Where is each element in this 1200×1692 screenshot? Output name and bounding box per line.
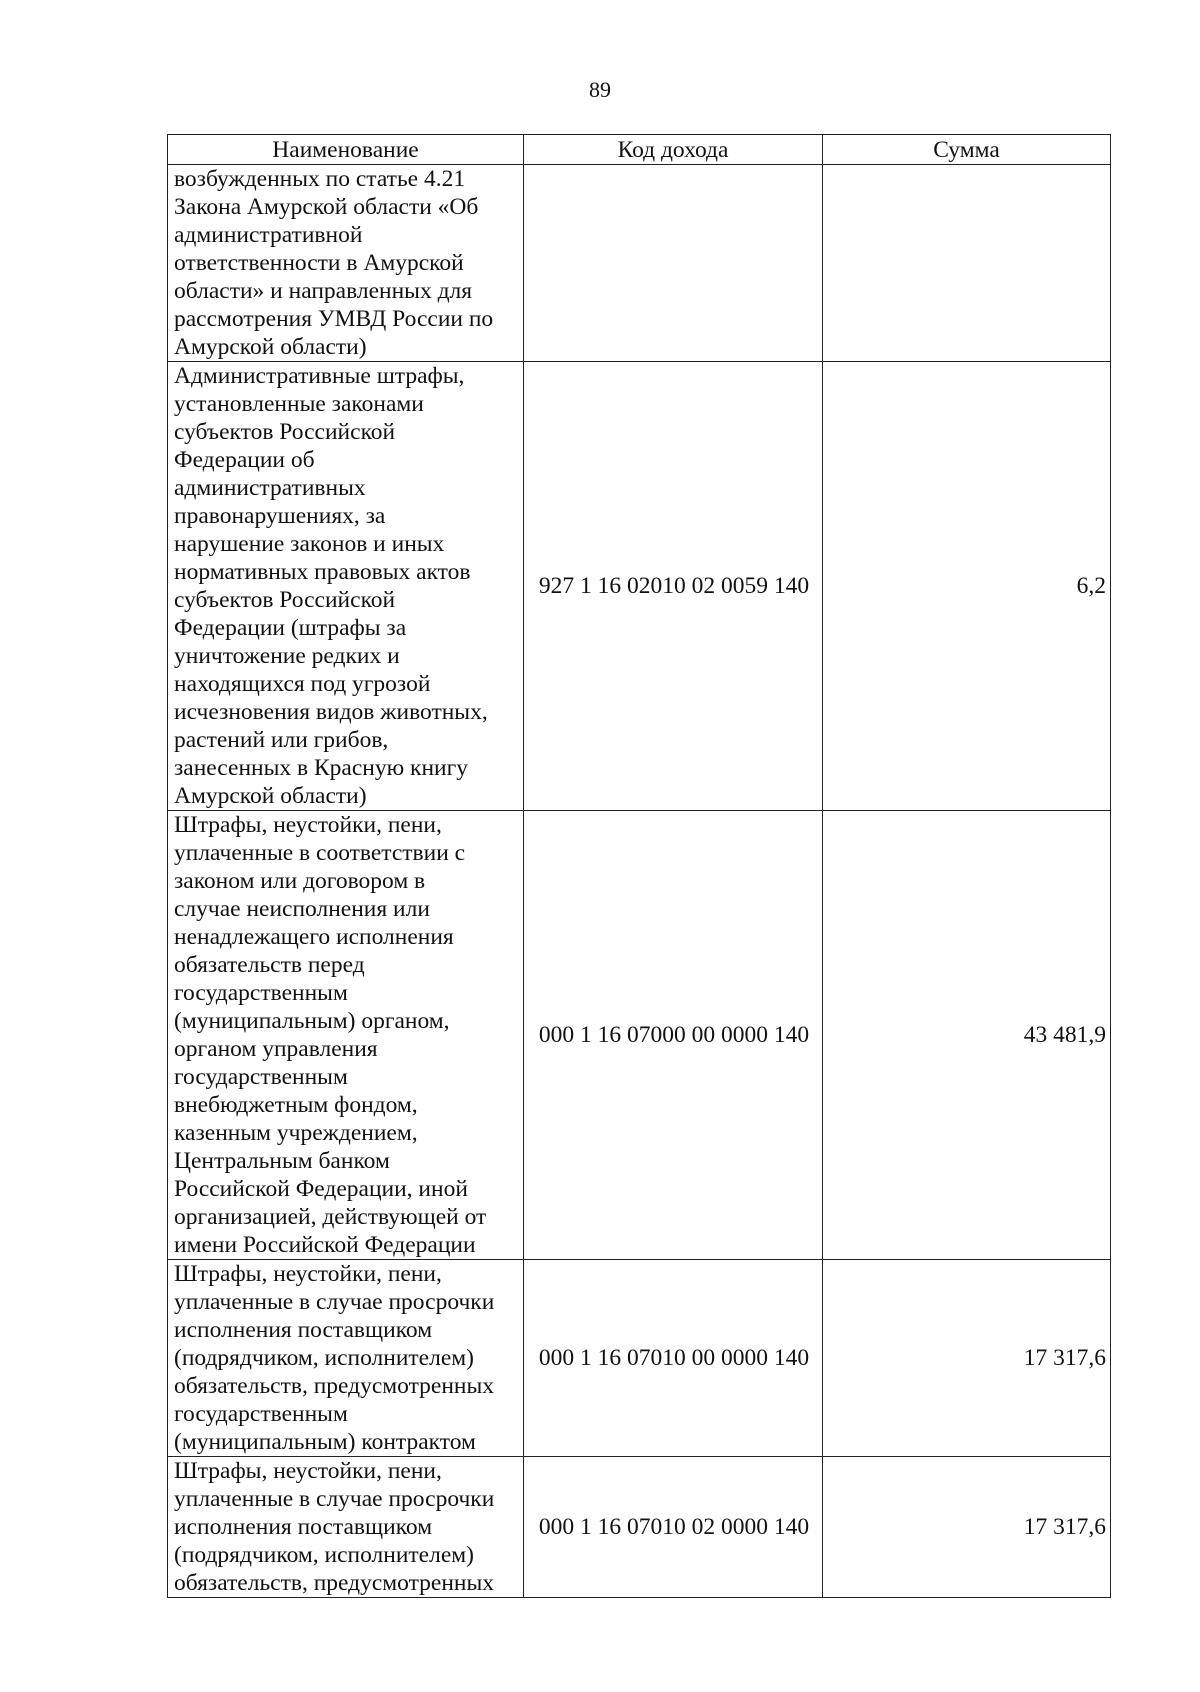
table-row [168, 165, 1111, 362]
name-line: уничтожение редких и [174, 643, 400, 669]
cell-sum: 43 481,9 [823, 811, 1111, 1260]
name-line: внебюджетным фондом, [174, 1092, 418, 1118]
name-line: административной [174, 222, 363, 248]
name-line: административных [174, 475, 366, 501]
name-line: обязательств перед [174, 952, 365, 978]
name-line: ответственности в Амурской [174, 250, 464, 276]
name-line: государственным [174, 1064, 348, 1090]
name-line: обязательств, предусмотренных [174, 1570, 495, 1596]
name-line: нарушение законов и иных [174, 531, 445, 557]
name-line: субъектов Российской [174, 587, 396, 613]
name-line: занесенных в Красную книгу [174, 755, 468, 781]
header-sum: Сумма [823, 135, 1111, 165]
header-code: Код дохода [524, 135, 823, 165]
name-line: (подрядчиком, исполнителем) [174, 1542, 474, 1568]
name-line: обязательств, предусмотренных [174, 1373, 495, 1399]
name-line: (подрядчиком, исполнителем) [174, 1345, 474, 1371]
name-line: области» и направленных для [174, 278, 473, 304]
name-line: Федерации (штрафы за [174, 615, 407, 641]
name-line: нормативных правовых актов [174, 559, 471, 585]
cell-code: 000 1 16 07010 00 0000 140 [524, 1260, 823, 1457]
name-line: государственным [174, 1401, 348, 1427]
name-line: (муниципальным) органом, [174, 1008, 450, 1034]
name-line: казенным учреждением, [174, 1120, 418, 1146]
cell-sum: 6,2 [823, 362, 1111, 811]
table-row [168, 1260, 1111, 1457]
name-line: Российской Федерации, иной [174, 1176, 468, 1202]
cell-code [524, 165, 823, 362]
name-line: исполнения поставщиком [174, 1514, 433, 1540]
table-row [168, 362, 1111, 811]
name-line: Штрафы, неустойки, пени, [174, 812, 442, 838]
name-line: случае неисполнения или [174, 896, 430, 922]
name-line: рассмотрения УМВД России по [174, 306, 494, 332]
header-name: Наименование [168, 135, 524, 165]
name-line: Амурской области) [174, 783, 367, 809]
revenue-table [167, 134, 1111, 1598]
name-line: возбужденных по статье 4.21 [174, 166, 466, 192]
name-line: уплаченные в соответствии с [174, 840, 466, 866]
name-line: уплаченные в случае просрочки [174, 1486, 495, 1512]
name-line: законом или договором в [174, 868, 426, 894]
name-line: установленные законами [174, 391, 424, 417]
name-line: правонарушениях, за [174, 503, 386, 529]
name-line: субъектов Российской [174, 419, 396, 445]
name-line: находящихся под угрозой [174, 671, 431, 697]
table-header [168, 135, 1111, 165]
header-row [168, 135, 1111, 165]
cell-code: 000 1 16 07000 00 0000 140 [524, 811, 823, 1260]
name-line: государственным [174, 980, 348, 1006]
name-line: Федерации об [174, 447, 315, 473]
name-line: Закона Амурской области «Об [174, 194, 479, 220]
table-body [168, 165, 1111, 1598]
name-line: Амурской области) [174, 334, 367, 360]
page-number: 89 [589, 77, 611, 102]
name-line: исполнения поставщиком [174, 1317, 433, 1343]
cell-name [168, 165, 524, 362]
name-line: Центральным банком [174, 1148, 390, 1174]
name-line: растений или грибов, [174, 727, 389, 753]
cell-name [168, 811, 524, 1260]
table-row [168, 811, 1111, 1260]
cell-name [168, 1457, 524, 1598]
cell-name [168, 362, 524, 811]
name-line: уплаченные в случае просрочки [174, 1289, 495, 1315]
name-line: имени Российской Федерации [174, 1232, 476, 1258]
name-line: Штрафы, неустойки, пени, [174, 1458, 442, 1484]
name-line: органом управления [174, 1036, 378, 1062]
name-line: ненадлежащего исполнения [174, 924, 454, 950]
cell-name [168, 1260, 524, 1457]
name-line: Штрафы, неустойки, пени, [174, 1261, 442, 1287]
name-line: Административные штрафы, [174, 363, 465, 389]
cell-sum: 17 317,6 [823, 1260, 1111, 1457]
cell-code: 927 1 16 02010 02 0059 140 [524, 362, 823, 811]
table-row [168, 1457, 1111, 1598]
cell-sum: 17 317,6 [823, 1457, 1111, 1598]
cell-code: 000 1 16 07010 02 0000 140 [524, 1457, 823, 1598]
name-line: организацией, действующей от [174, 1204, 487, 1230]
name-line: (муниципальным) контрактом [174, 1429, 476, 1455]
cell-sum [823, 165, 1111, 362]
name-line: исчезновения видов животных, [174, 699, 488, 725]
